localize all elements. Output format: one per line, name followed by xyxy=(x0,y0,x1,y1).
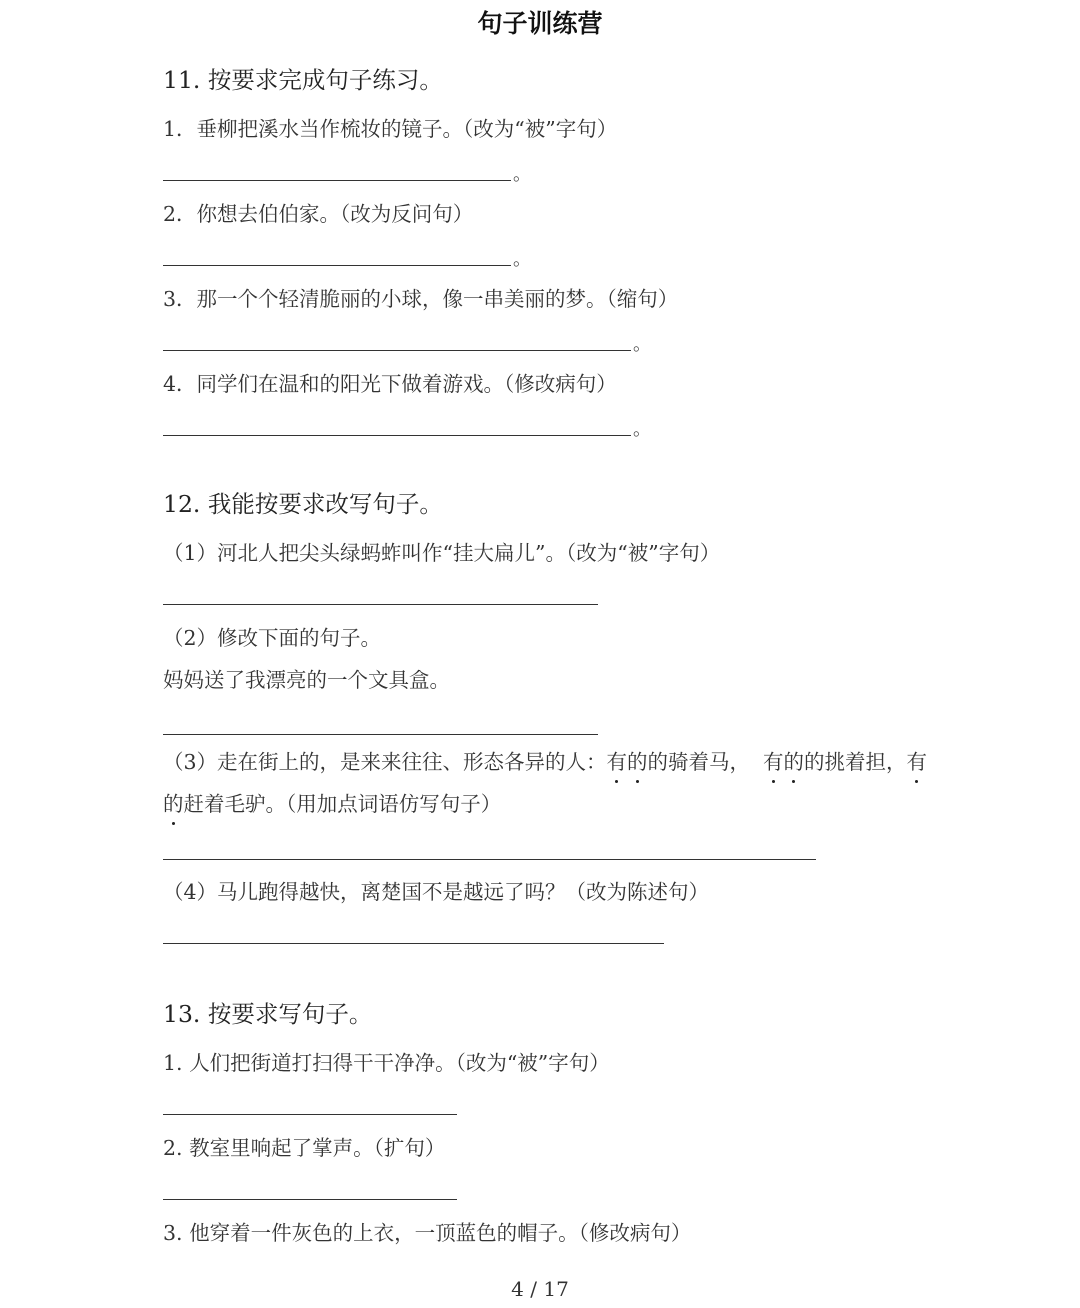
dotted-word: 有 xyxy=(763,747,784,777)
answer-line xyxy=(163,943,664,944)
question-text: 的骑着马， xyxy=(647,750,751,774)
answer-line xyxy=(163,265,511,266)
answer-line xyxy=(163,859,816,860)
dotted-word: 的 xyxy=(163,789,184,819)
dotted-word: 有 xyxy=(907,747,928,777)
answer-12-3[interactable] xyxy=(163,839,823,869)
section-13-heading: 13. 按要求写句子。 xyxy=(163,1000,373,1028)
question-12-4: （4）马儿跑得越快，离楚国不是越远了吗？（改为陈述句） xyxy=(163,880,710,904)
question-12-1: （1）河北人把尖头绿蚂蚱叫作“挂大扁儿”。（改为“被”字句） xyxy=(163,541,721,565)
question-11-3: 3．那一个个轻清脆丽的小球，像一串美丽的梦。（缩句） xyxy=(163,287,679,311)
question-13-1: 1. 人们把街道打扫得干干净净。（改为“被”字句） xyxy=(163,1051,610,1075)
answer-period: 。 xyxy=(513,164,531,185)
question-12-3-line2 xyxy=(163,789,501,819)
answer-12-4[interactable] xyxy=(163,923,673,953)
answer-line xyxy=(163,180,511,181)
answer-11-1[interactable] xyxy=(163,160,533,190)
answer-12-2[interactable] xyxy=(163,714,603,744)
answer-11-3[interactable] xyxy=(163,330,653,360)
question-11-4: 4．同学们在温和的阳光下做着游戏。（修改病句） xyxy=(163,372,617,396)
question-12-3-line1 xyxy=(163,747,750,777)
answer-12-1[interactable] xyxy=(163,584,603,614)
answer-line xyxy=(163,1199,457,1200)
answer-period: 。 xyxy=(633,419,651,440)
answer-line xyxy=(163,734,598,735)
dotted-word: 的 xyxy=(784,747,805,777)
answer-line xyxy=(163,350,631,351)
page-title: 句子训练营 xyxy=(477,9,603,38)
answer-period: 。 xyxy=(633,334,651,355)
question-13-2: 2. 教室里响起了掌声。（扩句） xyxy=(163,1136,446,1160)
answer-11-2[interactable] xyxy=(163,245,533,275)
answer-13-2[interactable] xyxy=(163,1179,463,1209)
question-13-3: 3. 他穿着一件灰色的上衣，一顶蓝色的帽子。（修改病句） xyxy=(163,1221,692,1245)
page-number: 4 / 17 xyxy=(511,1277,569,1301)
question-11-1: 1．垂柳把溪水当作梳妆的镜子。（改为“被”字句） xyxy=(163,117,618,141)
answer-line xyxy=(163,604,598,605)
question-text: 赶着毛驴。（用加点词语仿写句子） xyxy=(183,792,502,816)
question-12-3-line1-b xyxy=(763,747,927,777)
question-12-2: （2）修改下面的句子。 xyxy=(163,626,382,650)
answer-period: 。 xyxy=(513,249,531,270)
question-12-2-sentence: 妈妈送了我漂亮的一个文具盒。 xyxy=(163,668,450,692)
section-12-heading: 12. 我能按要求改写句子。 xyxy=(163,490,443,518)
section-11-heading: 11. 按要求完成句子练习。 xyxy=(163,66,443,94)
dotted-word: 有 xyxy=(607,747,628,777)
answer-line xyxy=(163,435,631,436)
question-11-2: 2．你想去伯伯家。（改为反问句） xyxy=(163,202,474,226)
answer-13-1[interactable] xyxy=(163,1094,463,1124)
question-text: （3）走在街上的，是来来往往、形态各异的人： xyxy=(163,750,607,774)
answer-11-4[interactable] xyxy=(163,415,653,445)
dotted-word: 的 xyxy=(627,747,648,777)
answer-line xyxy=(163,1114,457,1115)
question-text: 的挑着担， xyxy=(804,750,907,774)
